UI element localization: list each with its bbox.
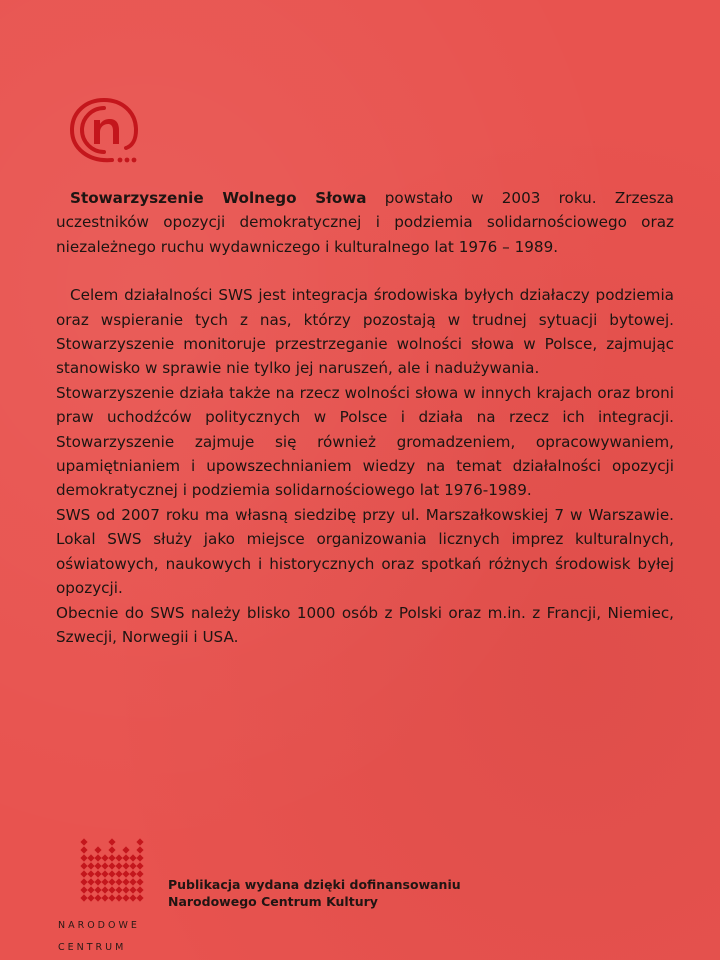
nck-diamond (108, 886, 115, 893)
nck-diamond (87, 870, 94, 877)
nck-diamond (94, 862, 101, 869)
credit-line-2: Narodowego Centrum Kultury (168, 894, 378, 909)
nck-diamond (80, 862, 87, 869)
paragraph-4: SWS od 2007 roku ma własną siedzibę przy ul. Marszałkowskiej 7 w Warszawie. Lokal SWS służy jako miejsce organizowania licznych imprez kulturalnych, oświatowych, naukowych i historycznych oraz spotkań różnych środowisk byłej opozycji. (56, 505, 674, 598)
nck-diamond (115, 870, 122, 877)
nck-diamond (87, 886, 94, 893)
paragraph-2: Celem działalności SWS jest integracja środowiska byłych działaczy podziemia oraz wspieranie tych z nas, którzy pozostają w trudnej sytuacji bytowej. Stowarzyszenie monitoruje przestrzeganie wolności słowa w Polsce, zajmując stanowisko w sprawie nie tylko jej naruszeń, ale i nadużywania. (56, 286, 674, 378)
nck-diamond (87, 862, 94, 869)
nck-diamond (80, 838, 87, 845)
paragraph-1 (56, 186, 674, 259)
organization-name: Stowarzyszenie Wolnego Słowa (70, 189, 367, 207)
credit-line-1: Publikacja wydana dzięki dofinansowaniu (168, 877, 461, 892)
nck-diamond (108, 838, 115, 845)
nck-diamond (94, 886, 101, 893)
nck-diamond (136, 838, 143, 845)
nck-diamond (129, 862, 136, 869)
nck-diamond (94, 846, 101, 853)
nck-diamond (80, 854, 87, 861)
nck-diamond (122, 862, 129, 869)
nck-diamond (122, 846, 129, 853)
nck-word-narodowe: NARODOWE (58, 920, 140, 931)
sws-logo-icon (68, 96, 144, 168)
funding-credit (168, 876, 461, 910)
nck-diamond (87, 894, 94, 901)
paragraph-3: Stowarzyszenie działa także na rzecz wolności słowa w innych krajach oraz broni praw uchodźców politycznych w Polsce i działa na rzecz ich integracji. Stowarzyszenie zajmuje się również gromadzeniem, opracowywaniem, upamiętnianiem i upowszechnianiem wiedzy na temat działalności opozycji demokratycznej i podziemia solidarnościowego lat 1976-1989. (56, 383, 674, 500)
nck-diamond (115, 894, 122, 901)
nck-diamond (115, 878, 122, 885)
nck-diamond (136, 846, 143, 853)
nck-diamond (80, 846, 87, 853)
nck-diamond (122, 894, 129, 901)
nck-diamond (101, 862, 108, 869)
nck-diamond (129, 878, 136, 885)
nck-diamond (129, 854, 136, 861)
nck-diamond (101, 870, 108, 877)
nck-diamond (136, 878, 143, 885)
nck-diamond (136, 862, 143, 869)
nck-diamond (136, 870, 143, 877)
body-text (56, 186, 674, 649)
nck-diamond (108, 870, 115, 877)
nck-diamond (115, 854, 122, 861)
nck-word-centrum: CENTRUM (58, 942, 127, 953)
nck-diamond (129, 870, 136, 877)
nck-diamond (129, 894, 136, 901)
nck-diamond (108, 846, 115, 853)
nck-diamond (129, 886, 136, 893)
nck-diamond (80, 870, 87, 877)
nck-diamond (115, 886, 122, 893)
nck-diamond (122, 870, 129, 877)
paragraph-1-rest: powstało w 2003 roku. Zrzesza uczestników opozycji demokratycznej i podziemia solidarnościowego oraz niezależnego ruchu wydawniczego i kulturalnego lat 1976 – 1989. (56, 189, 674, 256)
nck-diamond (101, 878, 108, 885)
nck-diamond (101, 894, 108, 901)
nck-diamond (122, 854, 129, 861)
nck-diamond (122, 878, 129, 885)
nck-diamond (87, 878, 94, 885)
nck-diamond (122, 886, 129, 893)
nck-diamond (101, 854, 108, 861)
nck-diamond (94, 894, 101, 901)
nck-diamond (108, 894, 115, 901)
nck-diamond (108, 854, 115, 861)
nck-diamond (115, 862, 122, 869)
nck-diamond (94, 878, 101, 885)
nck-diamond (101, 886, 108, 893)
nck-diamond (136, 894, 143, 901)
nck-diamond (94, 854, 101, 861)
nck-crown-logo-icon (80, 836, 144, 906)
nck-diamond (108, 878, 115, 885)
nck-diamond (87, 854, 94, 861)
nck-diamond (108, 862, 115, 869)
nck-diamond (80, 878, 87, 885)
nck-diamond (94, 870, 101, 877)
nck-diamond (80, 886, 87, 893)
nck-diamond (136, 886, 143, 893)
paragraph-5: Obecnie do SWS należy blisko 1000 osób z Polski oraz m.in. z Francji, Niemiec, Szwecji, Norwegii i USA. (56, 603, 674, 646)
nck-diamond (136, 854, 143, 861)
nck-diamond (80, 894, 87, 901)
